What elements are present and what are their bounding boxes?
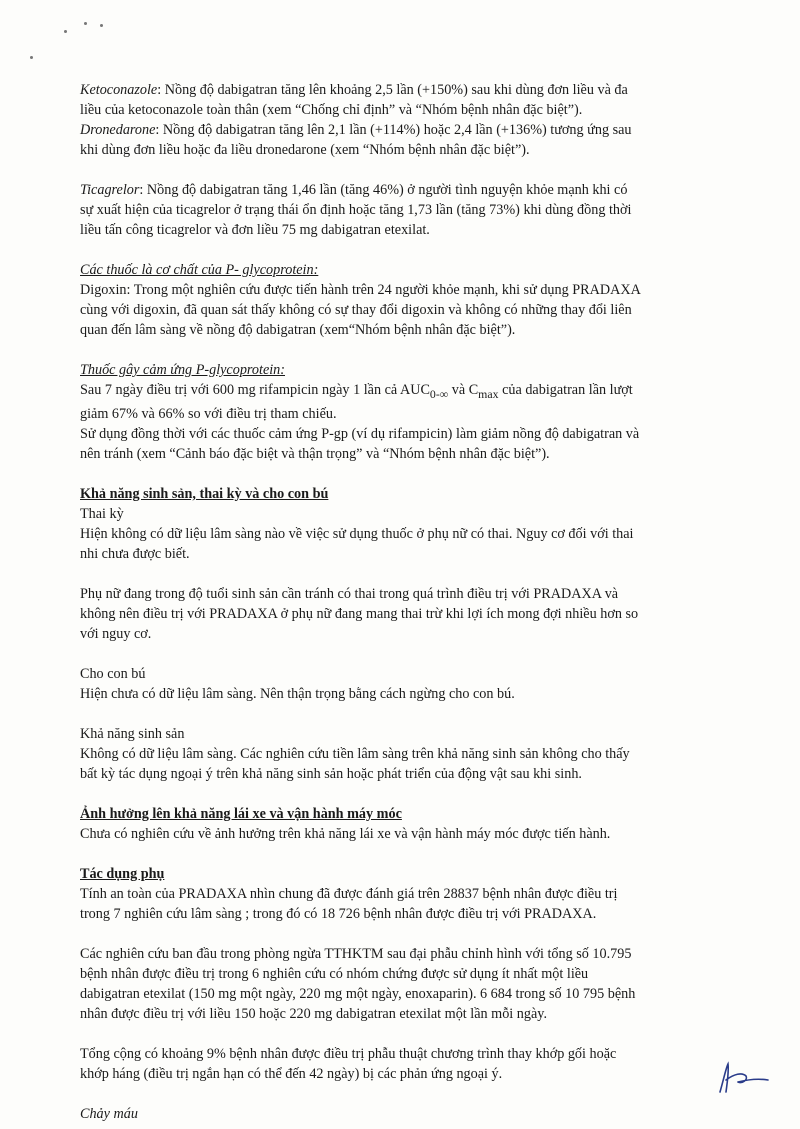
subsection-title: Chảy máu — [80, 1105, 138, 1122]
driving-section: Ảnh hưởng lên khả năng lái xe và vận hành máy móc Chưa có nghiên cứu về ảnh hưởng trên khả năng lái xe và vận hành máy móc được tiến hành. — [80, 804, 730, 844]
auc-subscript: 0-∞ — [429, 386, 449, 401]
scan-speck — [100, 24, 103, 27]
document-page — [80, 80, 730, 1124]
cmax-subscript: max — [478, 386, 499, 401]
scan-speck — [30, 56, 33, 59]
dronedarone-section: Dronedarone: Nồng độ dabigatran tăng lên 2,1 lần (+114%) hoặc 2,4 lần (+136%) tương ứng sau khi dùng đơn liều hoặc đa liều dronedarone (xem “Nhóm bệnh nhân đặc biệt”). — [80, 122, 632, 158]
section-heading: Ảnh hưởng lên khả năng lái xe và vận hành máy móc — [80, 805, 402, 822]
fertility-section: Khả năng sinh sản, thai kỳ và cho con bú Thai kỳ Hiện không có dữ liệu lâm sàng nào về việc sử dụng thuốc ở phụ nữ có thai. Nguy cơ đối với thai nhi chưa được biết. Phụ nữ đang trong độ tuổi sinh sản cần tránh có thai trong quá trình điều trị với PRADAXA và không nên điều trị với PRADAXA ở phụ nữ đang mang thai trừ khi lợi ích mong đợi nhiều hơn so với nguy cơ. Cho con bú Hiện chưa có dữ liệu lâm sàng. Nên thận trọng bằng cách ngừng cho con bú. Khả năng sinh sản Không có dữ liệu lâm sàng. Các nghiên cứu tiền lâm sàng trên khả năng sinh sản không cho thấy bất kỳ tác dụng ngoại ý trên khả năng sinh sản hoặc phát triển của động vật sau khi sinh. — [80, 484, 730, 784]
ticagrelor-section: Ticagrelor: Nồng độ dabigatran tăng 1,46 lần (tăng 46%) ở người tình nguyện khỏe mạnh khi có sự xuất hiện của ticagrelor ở trạng thái ổn định hoặc tăng 1,73 lần (tăng 73%) khi dùng đồng thời liều tấn công ticagrelor và đơn liều 75 mg dabigatran etexilat. — [80, 182, 632, 238]
drug-name: Ketoconazole — [80, 82, 158, 98]
ketoconazole-section: Ketoconazole: Nồng độ dabigatran tăng lên khoảng 2,5 lần (+150%) sau khi dùng đơn liều và đa liều của ketoconazole toàn thân (xem “Chống chỉ định” và “Nhóm bệnh nhân đặc biệt”). — [80, 82, 628, 118]
drug-name: Dronedarone — [80, 122, 156, 138]
subsection-title: Khả năng sinh sản — [80, 725, 185, 742]
subsection-title: Cho con bú — [80, 665, 146, 682]
pgp-substrates-section: Các thuốc là cơ chất của P- glycoprotein: Digoxin: Trong một nghiên cứu được tiến hành trên 24 người khỏe mạnh, khi sử dụng PRADAXA cùng với digoxin, đã quan sát thấy không có sự thay đổi digoxin và không có những thay đổi liên quan đến lâm sàng về nồng độ dabigatran (xem“Nhóm bệnh nhân đặc biệt”). — [80, 260, 730, 340]
drug-name: Ticagrelor — [80, 182, 140, 198]
side-effects-section: Tác dụng phụ Tính an toàn của PRADAXA nhìn chung đã được đánh giá trên 28837 bệnh nhân được điều trị trong 7 nghiên cứu lâm sàng ; trong đó có 18 726 bệnh nhân được điều trị với PRADAXA. Các nghiên cứu ban đầu trong phòng ngừa TTHKTM sau đại phẫu chỉnh hình với tổng số 10.795 bệnh nhân được điều trị trong 6 nghiên cứu có nhóm chứng được sử dụng ít nhất một liều dabigatran etexilat (150 mg một ngày, 220 mg một ngày, enoxaparin). 6 684 trong số 10 795 bệnh nhân được điều trị với liều 150 hoặc 220 mg dabigatran etexilat một lần mỗi ngày. Tổng cộng có khoảng 9% bệnh nhân được điều trị phẫu thuật chương trình thay khớp gối hoặc khớp háng (điều trị ngắn hạn có thể đến 42 ngày) bị các phản ứng ngoại ý. Chảy máu — [80, 864, 730, 1124]
section-subheading: Các thuốc là cơ chất của P- glycoprotein: — [80, 262, 319, 278]
section-heading: Khả năng sinh sản, thai kỳ và cho con bú — [80, 485, 329, 502]
subsection-title: Thai kỳ — [80, 505, 124, 522]
section-subheading: Thuốc gây cảm ứng P-glycoprotein: — [80, 362, 285, 378]
signature-initials — [712, 1058, 772, 1098]
scan-speck — [64, 30, 67, 33]
scan-speck — [84, 22, 87, 25]
section-heading: Tác dụng phụ — [80, 865, 165, 882]
pgp-inducers-section: Thuốc gây cảm ứng P-glycoprotein: Sau 7 ngày điều trị với 600 mg rifampicin ngày 1 lần cả $AUC_{0-\infty}$ và $C_{max}$ của dabigatran lần lượt giảm 67% và 66% so với điều trị tham chiếu. Sử dụng đồng thời với các thuốc cảm ứng P-gp (ví dụ rifampicin) làm giảm nồng độ dabigatran và nên tránh (xem “Cảnh báo đặc biệt và thận trọng” và “Nhóm bệnh nhân đặc biệt”). — [80, 360, 730, 464]
